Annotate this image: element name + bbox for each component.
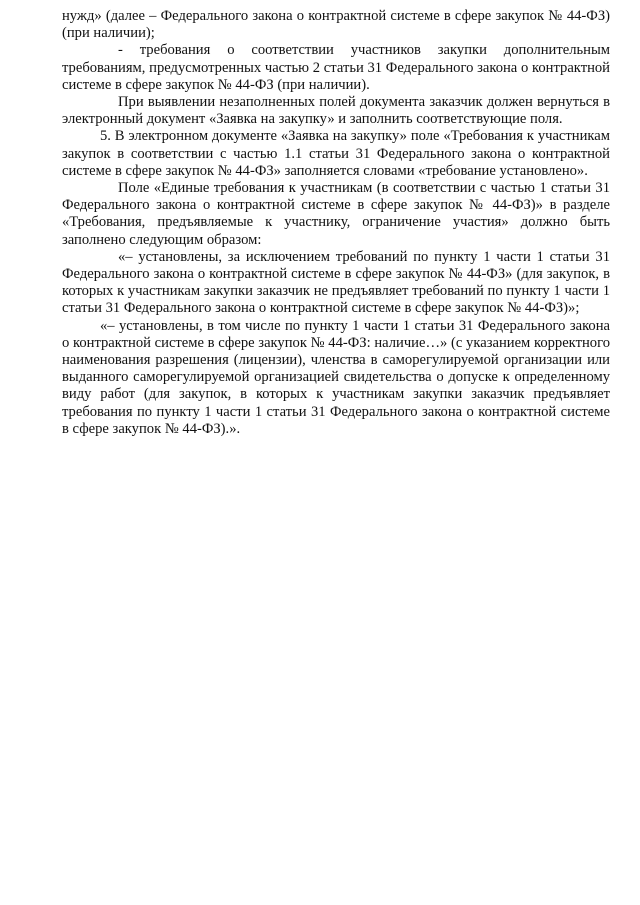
paragraph-option-excluding: «– установлены, за исключением требований по пункту 1 части 1 статьи 31 Федерального закона о контрактной системе в сфере закупок № 44-ФЗ» (для закупок, в которых к участникам закупки заказчик не предъявляет требований по пункту 1 части 1 статьи 31 Федерального закона о контрактной системе в сфере закупок № 44-ФЗ)»; [62, 248, 610, 317]
paragraph-continuation: нужд» (далее – Федерального закона о контрактной системе в сфере закупок № 44-ФЗ) (при наличии); [62, 8, 610, 42]
paragraph-unified-requirements: Поле «Единые требования к участникам (в соответствии с частью 1 статьи 31 Федерального закона о контрактной системе в сфере закупок № 44-ФЗ)» в разделе «Требования, предъявляемые к участнику, ограничение участия» должно быть заполнено следующим образом: [62, 180, 610, 248]
paragraph-option-including: «– установлены, в том числе по пункту 1 части 1 статьи 31 Федерального закона о контрактной системе в сфере закупок № 44-ФЗ: наличие…» (с указанием корректного наименования разрешения (лицензии), членства в саморегулируемой организации или выданного саморегулируемой организацией свидетельства о допуске к определенному виду работ (для закупок, в которых к участникам закупки заказчик предъявляет требования по пункту 1 части 1 статьи 31 Федерального закона о контрактной системе в сфере закупок № 44-ФЗ).». [62, 317, 610, 437]
paragraph-requirements-item: - требования о соответствии участников закупки дополнительным требованиям, предусмотренных частью 2 статьи 31 Федерального закона о контрактной системе в сфере закупок № 44-ФЗ (при наличии). [62, 42, 610, 93]
paragraph-empty-fields-note: При выявлении незаполненных полей документа заказчик должен вернуться в электронный документ «Заявка на закупку» и заполнить соответствующие поля. [62, 94, 610, 128]
paragraph-item-5: 5. В электронном документе «Заявка на закупку» поле «Требования к участникам закупок в соответствии с частью 1.1 статьи 31 Федерального закона о контрактной системе в сфере закупок № 44-ФЗ» заполняется словами «требование установлено». [62, 128, 610, 179]
document-body [62, 8, 610, 438]
